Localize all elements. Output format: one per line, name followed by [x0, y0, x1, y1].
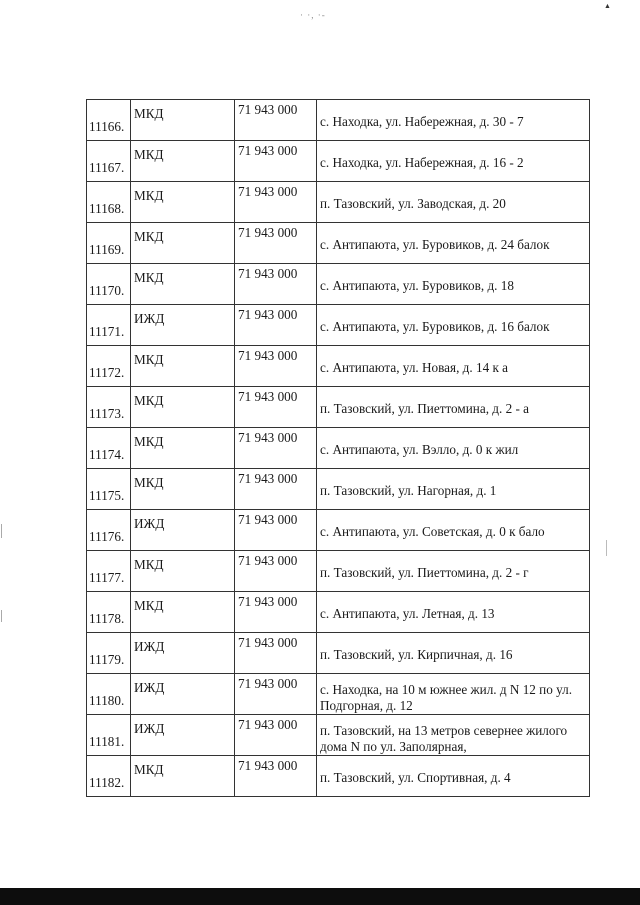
row-number: 11176.: [87, 510, 131, 551]
registry-body: [87, 100, 590, 797]
housing-type: МКД: [131, 428, 235, 469]
row-number: 11171.: [87, 305, 131, 346]
address: п. Тазовский, на 13 метров севернее жилого дома N по ул. Заполярная,: [317, 715, 590, 756]
address: с. Антипаюта, ул. Буровиков, д. 24 балок: [317, 223, 590, 264]
oktmo-code: 71 943 000: [235, 387, 317, 428]
address: п. Тазовский, ул. Спортивная, д. 4: [317, 756, 590, 797]
housing-type: МКД: [131, 592, 235, 633]
oktmo-code: 71 943 000: [235, 100, 317, 141]
oktmo-code: 71 943 000: [235, 141, 317, 182]
row-number: 11170.: [87, 264, 131, 305]
housing-type: МКД: [131, 141, 235, 182]
table-row: [87, 551, 590, 592]
housing-type: МКД: [131, 469, 235, 510]
scan-mark-corner: ▲: [604, 2, 611, 10]
address: п. Тазовский, ул. Кирпичная, д. 16: [317, 633, 590, 674]
housing-type: ИЖД: [131, 715, 235, 756]
row-number: 11172.: [87, 346, 131, 387]
table-row: [87, 141, 590, 182]
row-number: 11169.: [87, 223, 131, 264]
housing-type: ИЖД: [131, 674, 235, 715]
scan-mark-top: · ·, ·-: [300, 10, 326, 20]
oktmo-code: 71 943 000: [235, 592, 317, 633]
housing-type: ИЖД: [131, 633, 235, 674]
oktmo-code: 71 943 000: [235, 305, 317, 346]
oktmo-code: 71 943 000: [235, 551, 317, 592]
table-row: [87, 715, 590, 756]
address-registry-table: [86, 99, 590, 797]
housing-type: МКД: [131, 182, 235, 223]
table-row: [87, 469, 590, 510]
housing-type: ИЖД: [131, 305, 235, 346]
address: с. Антипаюта, ул. Советская, д. 0 к бало: [317, 510, 590, 551]
table-row: [87, 428, 590, 469]
address: п. Тазовский, ул. Нагорная, д. 1: [317, 469, 590, 510]
housing-type: МКД: [131, 387, 235, 428]
oktmo-code: 71 943 000: [235, 346, 317, 387]
row-number: 11167.: [87, 141, 131, 182]
address: п. Тазовский, ул. Пиеттомина, д. 2 - а: [317, 387, 590, 428]
row-number: 11168.: [87, 182, 131, 223]
oktmo-code: 71 943 000: [235, 469, 317, 510]
housing-type: МКД: [131, 551, 235, 592]
table-row: [87, 100, 590, 141]
table-row: [87, 674, 590, 715]
address: с. Находка, на 10 м южнее жил. д N 12 по ул. Подгорная, д. 12: [317, 674, 590, 715]
housing-type: МКД: [131, 100, 235, 141]
oktmo-code: 71 943 000: [235, 674, 317, 715]
oktmo-code: 71 943 000: [235, 633, 317, 674]
table-row: [87, 633, 590, 674]
address: с. Антипаюта, ул. Вэлло, д. 0 к жил: [317, 428, 590, 469]
housing-type: МКД: [131, 346, 235, 387]
row-number: 11178.: [87, 592, 131, 633]
oktmo-code: 71 943 000: [235, 182, 317, 223]
oktmo-code: 71 943 000: [235, 428, 317, 469]
table-row: [87, 305, 590, 346]
table-row: [87, 510, 590, 551]
address: с. Антипаюта, ул. Буровиков, д. 16 балок: [317, 305, 590, 346]
housing-type: МКД: [131, 264, 235, 305]
scan-bottom-edge: [0, 888, 640, 905]
row-number: 11166.: [87, 100, 131, 141]
oktmo-code: 71 943 000: [235, 756, 317, 797]
oktmo-code: 71 943 000: [235, 510, 317, 551]
row-number: 11179.: [87, 633, 131, 674]
address: с. Находка, ул. Набережная, д. 16 - 2: [317, 141, 590, 182]
oktmo-code: 71 943 000: [235, 264, 317, 305]
table-row: [87, 756, 590, 797]
row-number: 11177.: [87, 551, 131, 592]
row-number: 11181.: [87, 715, 131, 756]
row-number: 11182.: [87, 756, 131, 797]
scan-mark-right: [606, 540, 607, 556]
address: с. Антипаюта, ул. Буровиков, д. 18: [317, 264, 590, 305]
address: п. Тазовский, ул. Заводская, д. 20: [317, 182, 590, 223]
row-number: 11180.: [87, 674, 131, 715]
scan-mark-left: [1, 524, 2, 538]
housing-type: ИЖД: [131, 510, 235, 551]
oktmo-code: 71 943 000: [235, 223, 317, 264]
row-number: 11173.: [87, 387, 131, 428]
table-row: [87, 264, 590, 305]
oktmo-code: 71 943 000: [235, 715, 317, 756]
table-row: [87, 346, 590, 387]
table-row: [87, 182, 590, 223]
table-row: [87, 223, 590, 264]
row-number: 11175.: [87, 469, 131, 510]
housing-type: МКД: [131, 756, 235, 797]
address: с. Антипаюта, ул. Летная, д. 13: [317, 592, 590, 633]
housing-type: МКД: [131, 223, 235, 264]
table-row: [87, 387, 590, 428]
table-row: [87, 592, 590, 633]
row-number: 11174.: [87, 428, 131, 469]
address: с. Антипаюта, ул. Новая, д. 14 к а: [317, 346, 590, 387]
address: п. Тазовский, ул. Пиеттомина, д. 2 - г: [317, 551, 590, 592]
address: с. Находка, ул. Набережная, д. 30 - 7: [317, 100, 590, 141]
scan-mark-left: [1, 610, 2, 622]
